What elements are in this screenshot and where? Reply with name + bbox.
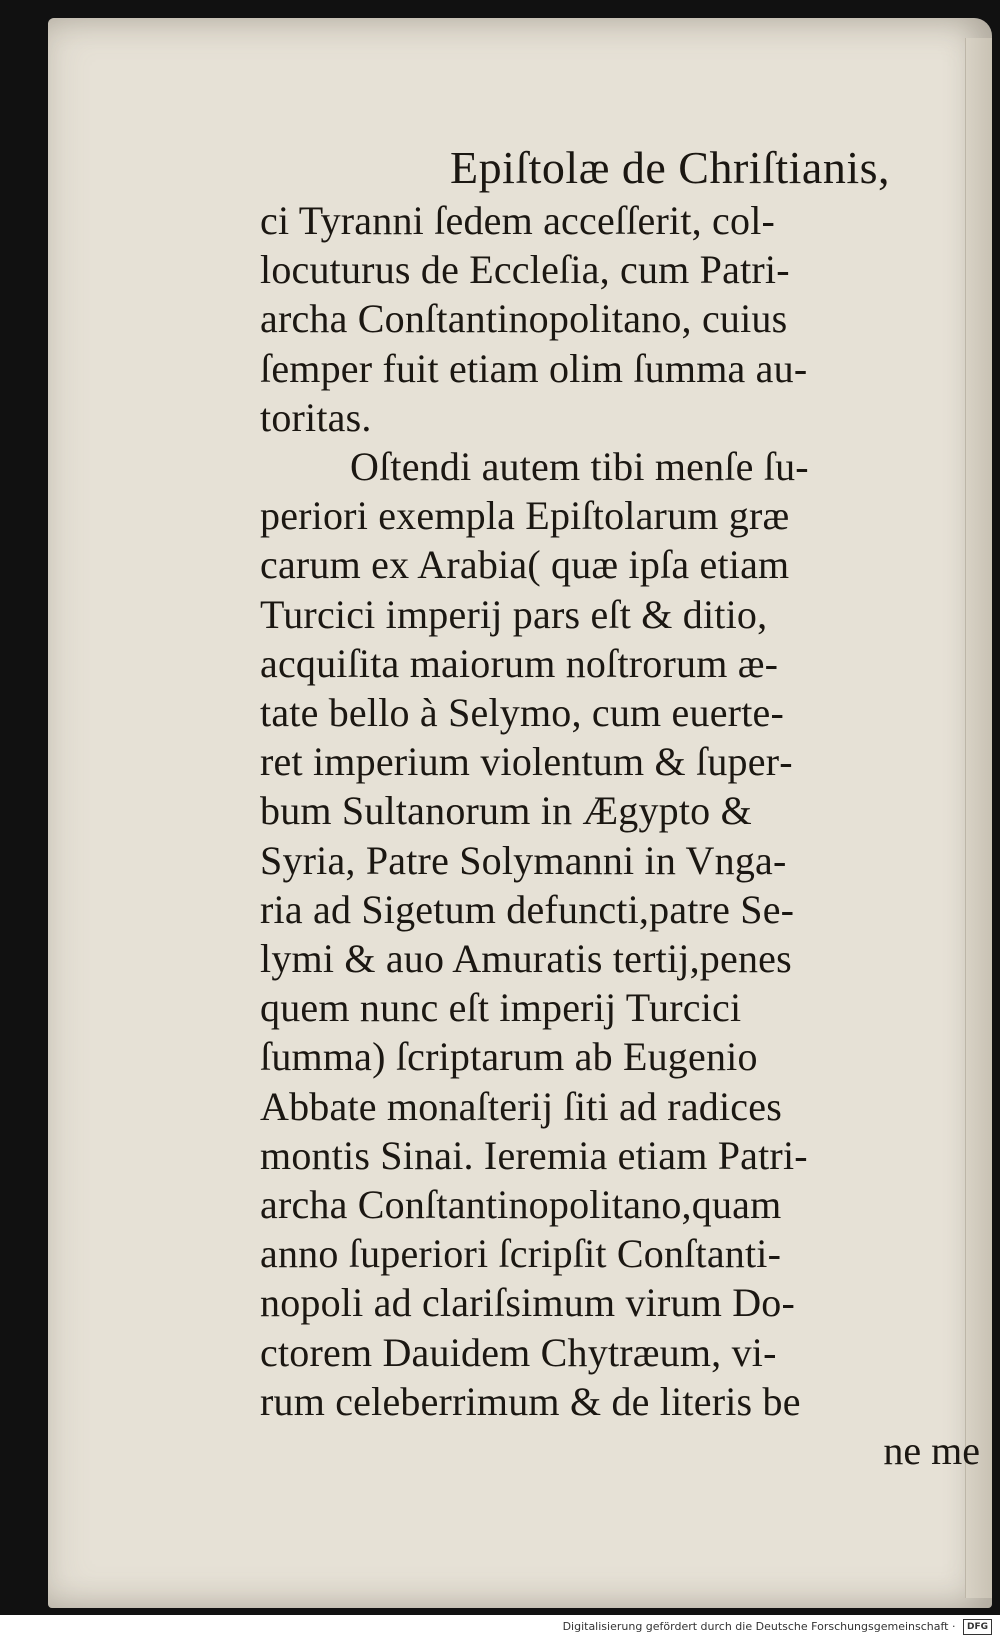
text-line: locuturus de Eccleſia, cum Patri‐ bbox=[260, 247, 790, 293]
text-line: ria ad Sigetum defuncti,patre Se‐ bbox=[260, 886, 795, 932]
footer-text: Digitalisierung gefördert durch die Deutsche Forschungsgemeinschaft · bbox=[562, 1620, 956, 1633]
text-line: rum celeberrimum & de literis be bbox=[260, 1378, 801, 1424]
text-line: ctorem Dauidem Chytræum, vi‐ bbox=[260, 1329, 777, 1375]
running-head: Epiſtolæ de Chriſtianis, bbox=[449, 142, 891, 193]
text-line: quem nunc eſt imperij Turcici bbox=[260, 985, 742, 1031]
text-line: bum Sultanorum in Ægypto & bbox=[260, 788, 752, 834]
text-line: archa Conſtantinopolitano,quam bbox=[260, 1182, 782, 1228]
text-line: periori exempla Epiſtolarum græ bbox=[260, 493, 790, 539]
digitization-footer bbox=[0, 1615, 1000, 1639]
text-line: anno ſuperiori ſcripſit Conſtanti‐ bbox=[260, 1231, 782, 1277]
text-line: Abbate monaſterij ſiti ad radices bbox=[260, 1083, 782, 1129]
text-line: Turcici imperij pars eſt & ditio, bbox=[260, 591, 768, 637]
text-line: toritas. bbox=[260, 394, 372, 440]
text-line: lymi & auo Amuratis tertij,penes bbox=[260, 936, 792, 982]
book-page bbox=[48, 18, 992, 1608]
dfg-logo: DFG bbox=[963, 1619, 992, 1635]
text-block bbox=[260, 140, 980, 1475]
text-line: tate bello à Selymo, cum euerte‐ bbox=[260, 690, 784, 736]
text-line: Syria, Patre Solymanni in Vnga‐ bbox=[260, 837, 787, 883]
text-line: ſumma) ſcriptarum ab Eugenio bbox=[260, 1034, 758, 1080]
text-line: carum ex Arabia( quæ ipſa etiam bbox=[260, 542, 790, 588]
text-line: archa Conſtantinopolitano, cuius bbox=[260, 296, 788, 342]
text-line: montis Sinai. Ieremia etiam Patri‐ bbox=[260, 1132, 808, 1178]
text-line: ret imperium violentum & ſuper‐ bbox=[260, 739, 793, 785]
text-line: acquiſita maiorum noſtrorum æ‐ bbox=[260, 640, 779, 686]
text-line: ci Tyranni ſedem acceſſerit, col‐ bbox=[260, 198, 776, 243]
catchword: ne me bbox=[883, 1428, 980, 1474]
text-line: Oſtendi autem tibi menſe ſu‐ bbox=[350, 444, 809, 490]
text-line: ſemper fuit etiam olim ſumma au‐ bbox=[260, 345, 808, 391]
text-line: nopoli ad clariſsimum virum Do‐ bbox=[260, 1280, 796, 1326]
body-text bbox=[260, 196, 980, 1426]
